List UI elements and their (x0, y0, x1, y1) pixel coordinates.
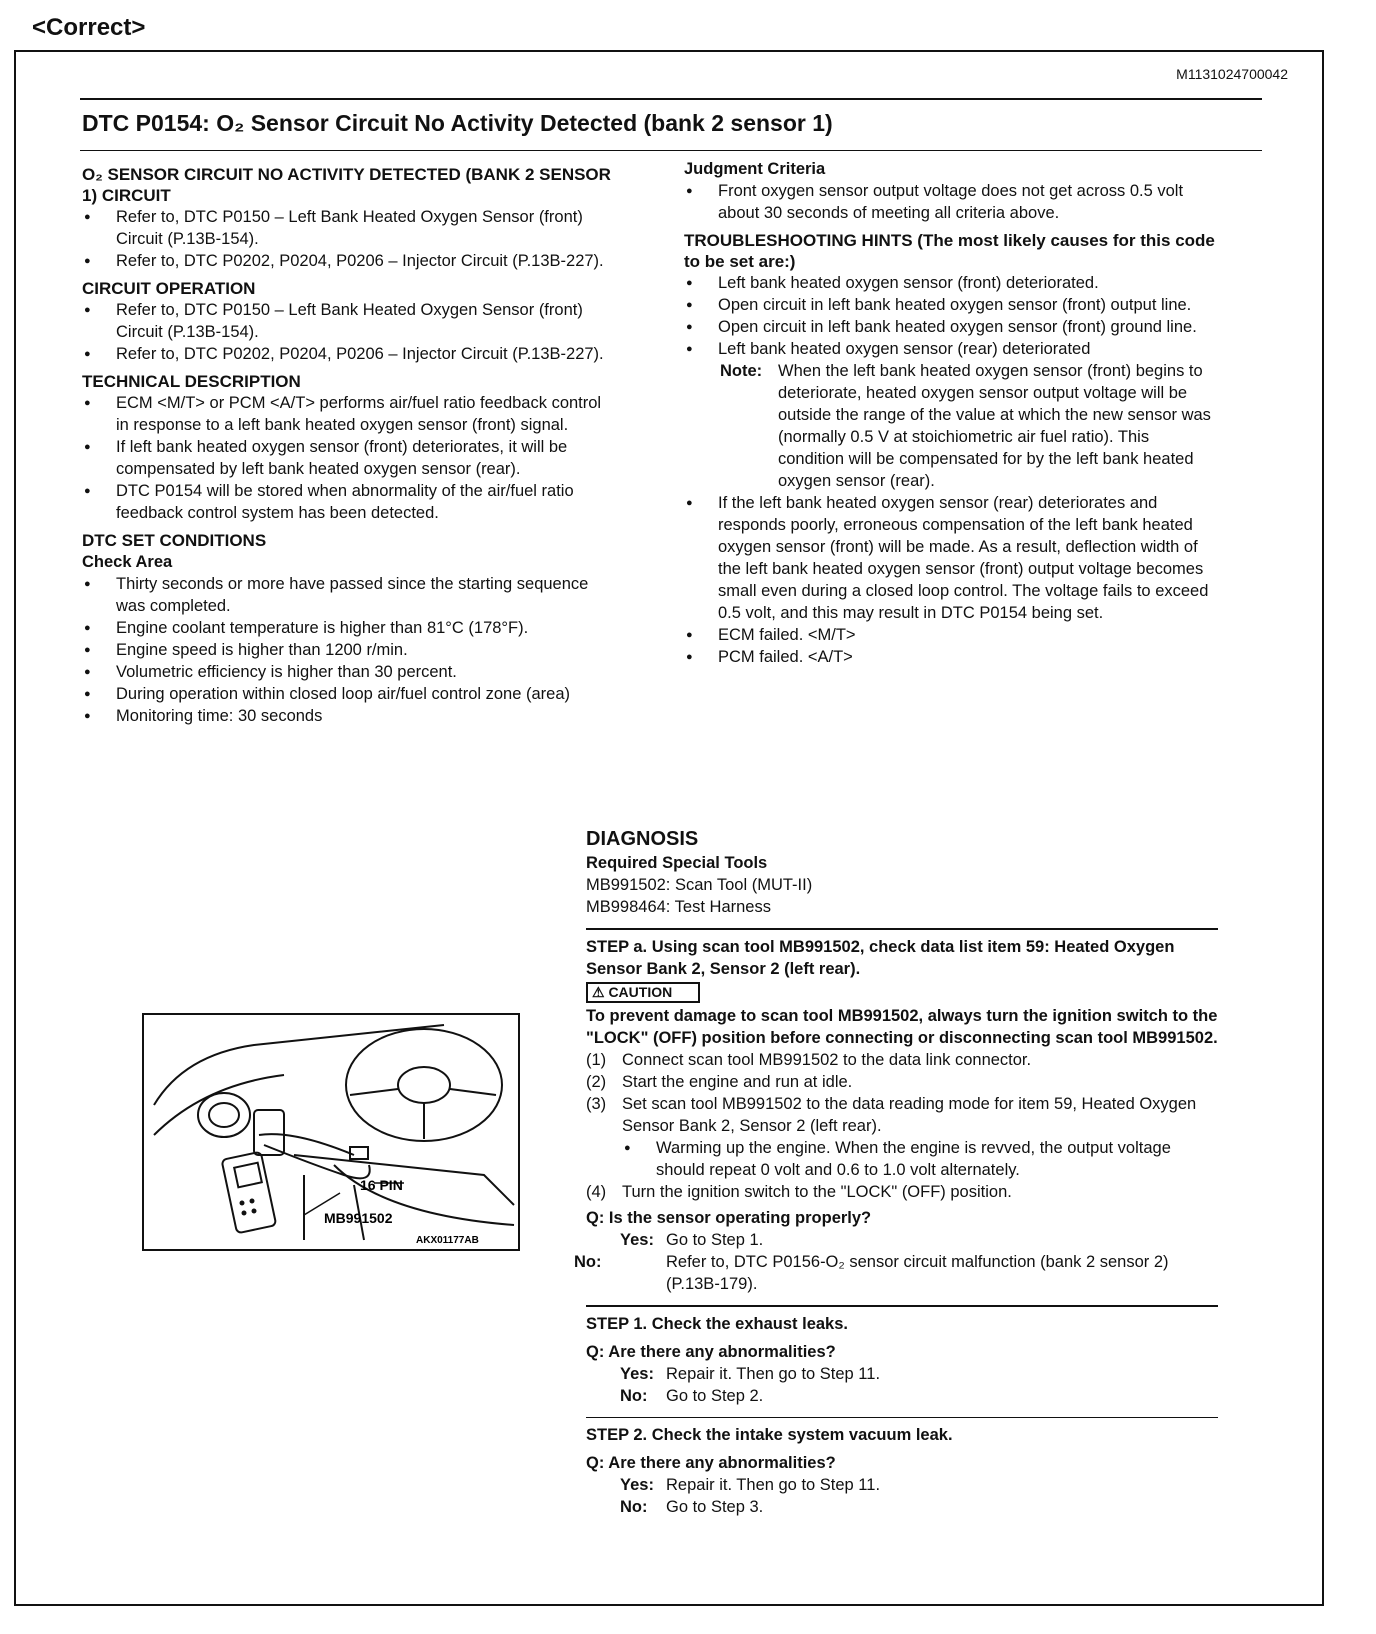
judgment-criteria-list (684, 180, 1218, 224)
note-block (684, 360, 1218, 492)
list-item: ● Thirty seconds or more have passed since the starting sequence was completed. (82, 573, 614, 617)
list-item: ● PCM failed. <A/T> (684, 646, 1218, 668)
step-1-no (586, 1385, 1218, 1407)
caution-badge: ⚠ CAUTION (586, 982, 700, 1003)
step-a (574, 928, 1218, 1295)
title-rule (80, 150, 1262, 151)
yes-text: Repair it. Then go to Step 11. (666, 1365, 881, 1383)
caution-text: To prevent damage to scan tool MB991502, always turn the ignition switch to the "LOCK" (OFF) position before connecting or disconnecting scan tool MB991502. (586, 1007, 1218, 1047)
list-item: ● Refer to, DTC P0150 – Left Bank Heated Oxygen Sensor (front) Circuit (P.13B-154). (82, 206, 614, 250)
list-item: ● Refer to, DTC P0202, P0204, P0206 – Injector Circuit (P.13B-227). (82, 250, 614, 272)
list-item: ● If the left bank heated oxygen sensor (rear) deteriorates and responds poorly, erroneous compensation of the left bank heated oxygen sensor (front) will be made. As a result, deflection width of the left bank heated oxygen sensor (front) output voltage becomes small even during a closed loop control. The voltage fails to exceed 0.5 volt, and this may result in DTC P0154 being set. (684, 492, 1218, 624)
step-1-question: Q: Are there any abnormalities? (586, 1343, 836, 1361)
item-text: Start the engine and run at idle. (622, 1073, 853, 1091)
step-a-item (586, 1093, 1218, 1137)
page-title: DTC P0154: O₂ Sensor Circuit No Activity Detected (bank 2 sensor 1) (82, 110, 833, 136)
list-item: ● Monitoring time: 30 seconds (82, 705, 614, 727)
list-item: ● Volumetric efficiency is higher than 30 percent. (82, 661, 614, 683)
step-a-question: Q: Is the sensor operating properly? (586, 1209, 872, 1227)
diagnosis-heading: DIAGNOSIS (586, 828, 699, 850)
step-a-no (574, 1251, 1218, 1295)
yes-label: Yes: (620, 1231, 654, 1249)
circuit-operation-list (82, 299, 614, 365)
technical-list (82, 392, 614, 524)
step-a-item (586, 1049, 1218, 1071)
dashboard-drawing (144, 1015, 518, 1249)
step-2-no (586, 1496, 1218, 1518)
no-label: No: (574, 1253, 602, 1271)
list-item: ● Engine coolant temperature is higher than 81°C (178°F). (82, 617, 614, 639)
step-2-title: STEP 2. Check the intake system vacuum leak. (586, 1426, 953, 1444)
document-id: M1131024700042 (1176, 66, 1288, 82)
no-text: Refer to, DTC P0156-O₂ sensor circuit malfunction (bank 2 sensor 2) (P.13B-179). (666, 1253, 1169, 1293)
list-item: ● If left bank heated oxygen sensor (front) deteriorates, it will be compensated by left bank heated oxygen sensor (rear). (82, 436, 614, 480)
troubleshooting-list-continued (684, 492, 1218, 668)
yes-label: Yes: (620, 1365, 654, 1383)
list-item: ● Warming up the engine. When the engine is revved, the output voltage should repeat 0 volt and 0.6 to 1.0 volt alternately. (622, 1137, 1218, 1181)
list-item: ● Left bank heated oxygen sensor (front) deteriorated. (684, 272, 1218, 294)
page-tag: <Correct> (32, 14, 146, 41)
step-a-bullets (586, 1137, 1218, 1181)
right-column (684, 158, 1218, 668)
check-area-list (82, 573, 614, 727)
step-2-question: Q: Are there any abnormalities? (586, 1454, 836, 1472)
note-label: Note: (720, 362, 763, 380)
section-heading-technical: TECHNICAL DESCRIPTION (82, 372, 301, 391)
list-item: ● Open circuit in left bank heated oxygen sensor (front) ground line. (684, 316, 1218, 338)
step-a-title: STEP a. Using scan tool MB991502, check data list item 59: Heated Oxygen Sensor Bank 2, Sensor 2 (left rear). (586, 938, 1175, 978)
step-1-title: STEP 1. Check the exhaust leaks. (586, 1315, 848, 1333)
list-item: ● Open circuit in left bank heated oxygen sensor (front) output line. (684, 294, 1218, 316)
list-item: ● Refer to, DTC P0150 – Left Bank Heated Oxygen Sensor (front) Circuit (P.13B-154). (82, 299, 614, 343)
item-number: (2) (586, 1073, 607, 1091)
item-text: Turn the ignition switch to the "LOCK" (OFF) position. (622, 1183, 1012, 1201)
scan-tool-illustration (142, 1013, 520, 1251)
no-label: No: (620, 1498, 648, 1516)
item-text: Connect scan tool MB991502 to the data link connector. (622, 1051, 1032, 1069)
step-a-item (586, 1181, 1218, 1203)
figure-code: AKX01177AB (416, 1235, 479, 1246)
check-area-heading: Check Area (82, 553, 173, 571)
troubleshooting-list (684, 272, 1218, 360)
top-rule (80, 98, 1262, 100)
step-1 (586, 1305, 1218, 1407)
list-item: ● Front oxygen sensor output voltage does not get across 0.5 volt about 30 seconds of meeting all criteria above. (684, 180, 1218, 224)
step-2 (586, 1417, 1218, 1518)
section-heading-circuit: O₂ SENSOR CIRCUIT NO ACTIVITY DETECTED (BANK 2 SENSOR 1) CIRCUIT (82, 165, 611, 205)
tool-item: MB991502: Scan Tool (MUT-II) (586, 876, 813, 894)
left-column (82, 158, 614, 727)
step-a-yes (586, 1229, 1218, 1251)
yes-label: Yes: (620, 1476, 654, 1494)
list-item: ● Refer to, DTC P0202, P0204, P0206 – Injector Circuit (P.13B-227). (82, 343, 614, 365)
item-number: (4) (586, 1183, 607, 1201)
diagnosis-steps (574, 928, 1218, 1518)
no-text: Go to Step 2. (666, 1387, 764, 1405)
tool-label: MB991502 (324, 1210, 393, 1226)
list-item: ● ECM failed. <M/T> (684, 624, 1218, 646)
tool-item: MB998464: Test Harness (586, 898, 771, 916)
item-number: (3) (586, 1095, 607, 1113)
list-item: ● Left bank heated oxygen sensor (rear) deteriorated (684, 338, 1218, 360)
list-item: ● DTC P0154 will be stored when abnormality of the air/fuel ratio feedback control system has been detected. (82, 480, 614, 524)
step-1-yes (586, 1363, 1218, 1385)
no-label: No: (620, 1387, 648, 1405)
judgment-criteria-heading: Judgment Criteria (684, 160, 826, 178)
item-text: Set scan tool MB991502 to the data reading mode for item 59, Heated Oxygen Sensor Bank 2, Sensor 2 (left rear). (622, 1095, 1197, 1135)
list-item: ● ECM <M/T> or PCM <A/T> performs air/fuel ratio feedback control in response to a left bank heated oxygen sensor (front) signal. (82, 392, 614, 436)
diagnosis-section (574, 826, 1218, 1518)
circuit-list (82, 206, 614, 272)
no-text: Go to Step 3. (666, 1498, 764, 1516)
yes-text: Go to Step 1. (666, 1231, 764, 1249)
special-tools-heading: Required Special Tools (586, 854, 768, 872)
item-number: (1) (586, 1051, 607, 1069)
section-heading-set-conditions: DTC SET CONDITIONS (82, 531, 267, 550)
note-text: When the left bank heated oxygen sensor (front) begins to deteriorate, heated oxygen sensor output voltage will be outside the range of the value at which the new sensor was (normally 0.5 V at stoichiometric air fuel ratio). This condition will be compensated for by the left bank heated oxygen sensor (rear). (778, 362, 1211, 490)
list-item: ● During operation within closed loop air/fuel control zone (area) (82, 683, 614, 705)
troubleshooting-heading: TROUBLESHOOTING HINTS (The most likely causes for this code to be set are:) (684, 231, 1215, 271)
yes-text: Repair it. Then go to Step 11. (666, 1476, 881, 1494)
section-heading-circuit-operation: CIRCUIT OPERATION (82, 279, 256, 298)
step-a-item (586, 1071, 1218, 1093)
step-2-yes (586, 1474, 1218, 1496)
list-item: ● Engine speed is higher than 1200 r/min. (82, 639, 614, 661)
pin-label: 16 PIN (360, 1177, 403, 1193)
